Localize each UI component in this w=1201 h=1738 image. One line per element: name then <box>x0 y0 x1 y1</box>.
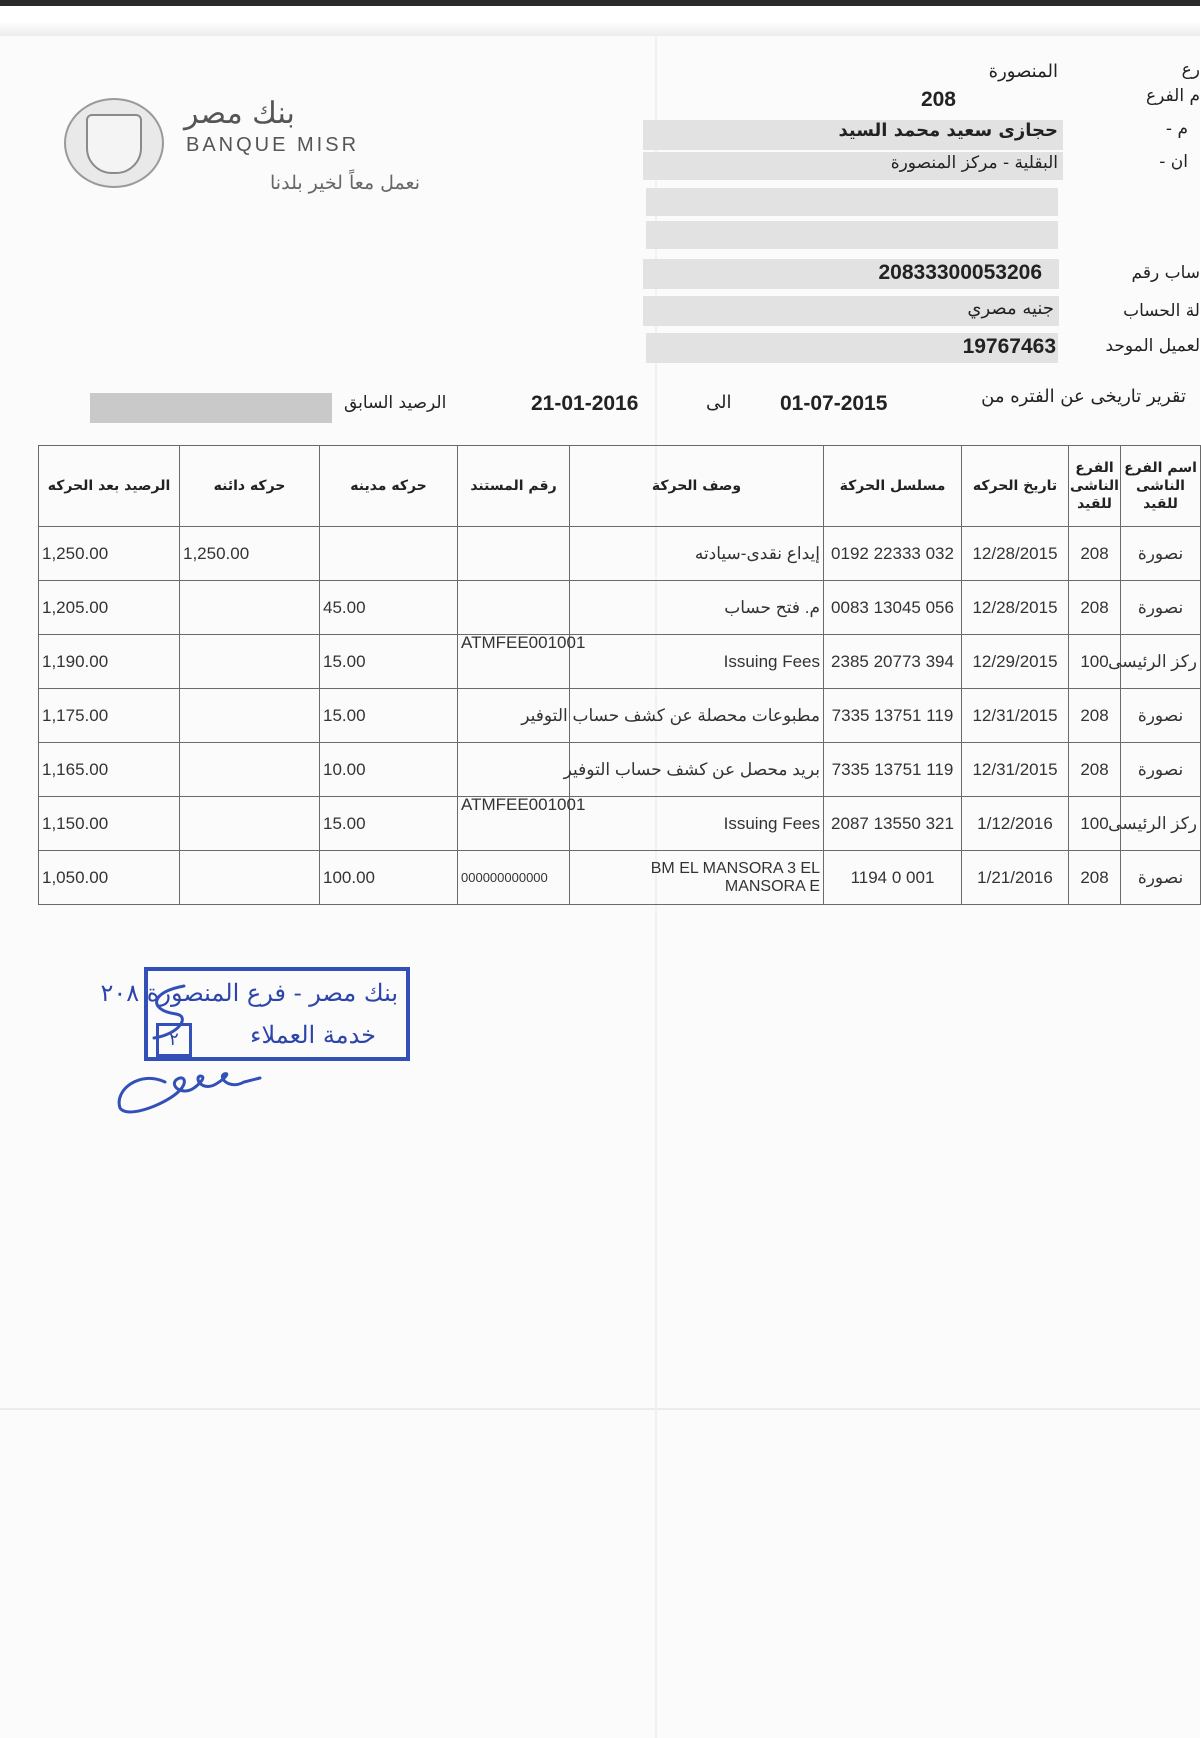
branch-no-label: م الفرع <box>1146 86 1200 106</box>
cell-credit <box>180 581 320 635</box>
address-label: ان - <box>1159 152 1188 172</box>
cell-balance: 1,050.00 <box>39 851 180 905</box>
cell-doc-no: 000000000000 <box>458 851 570 905</box>
cell-doc-no <box>458 527 570 581</box>
cell-description: BM EL MANSORA 3 EL MANSORA E <box>570 851 824 905</box>
col-date: تاريخ الحركه <box>962 446 1069 527</box>
col-debit: حركه مدينه <box>320 446 458 527</box>
cell-balance: 1,190.00 <box>39 635 180 689</box>
customer-id-value: 19767463 <box>962 335 1056 358</box>
col-branch-name: اسم الفرع الناشى للقيد <box>1121 446 1201 527</box>
cell-branch-no: 208 <box>1069 851 1121 905</box>
cell-branch-name: نصورة <box>1121 581 1201 635</box>
cell-branch-name: نصورة <box>1121 527 1201 581</box>
cell-description: بريد محصل عن كشف حساب التوفير <box>570 743 824 797</box>
cell-branch-name: نصورة <box>1121 689 1201 743</box>
cell-doc-no: ATMFEE001001 <box>458 797 570 851</box>
stamp-line-2: خدمة العملاء <box>250 1021 376 1049</box>
cell-date: 12/28/2015 <box>962 527 1069 581</box>
cell-date: 1/21/2016 <box>962 851 1069 905</box>
cell-credit: 1,250.00 <box>180 527 320 581</box>
cell-serial: 0192 22333 032 <box>824 527 962 581</box>
cell-debit: 45.00 <box>320 581 458 635</box>
blank-field-shade-1 <box>646 188 1058 216</box>
cell-balance: 1,150.00 <box>39 797 180 851</box>
table-row <box>39 743 1201 797</box>
cell-doc-no <box>458 581 570 635</box>
cell-debit: 100.00 <box>320 851 458 905</box>
cell-description: Issuing Fees <box>570 635 824 689</box>
bank-name-en: BANQUE MISR <box>186 134 360 156</box>
cell-balance: 1,175.00 <box>39 689 180 743</box>
cell-branch-name: ركز الرئيسى <box>1121 797 1201 851</box>
table-row <box>39 635 1201 689</box>
cell-debit: 15.00 <box>320 635 458 689</box>
cell-doc-no <box>458 743 570 797</box>
address-value: البقلية - مركز المنصورة <box>890 153 1058 173</box>
cell-debit <box>320 527 458 581</box>
period-to-label: الى <box>706 392 732 413</box>
period-label: تقرير تاريخى عن الفتره من <box>981 386 1186 407</box>
branch-label: رع <box>1181 60 1200 80</box>
table-row <box>39 527 1201 581</box>
cell-debit: 10.00 <box>320 743 458 797</box>
paper-fold-line <box>0 1408 1200 1410</box>
cell-credit <box>180 635 320 689</box>
cell-date: 1/12/2016 <box>962 797 1069 851</box>
account-value: 20833300053206 <box>878 261 1042 284</box>
table-row <box>39 581 1201 635</box>
cell-branch-no: 208 <box>1069 581 1121 635</box>
cell-branch-no: 208 <box>1069 689 1121 743</box>
bank-name-ar: بنك مصر <box>184 96 295 131</box>
stamp-line-1: بنك مصر - فرع المنصورة ٢٠٨ <box>100 979 398 1007</box>
period-from: 01-07-2015 <box>780 392 888 415</box>
cell-credit <box>180 851 320 905</box>
cell-serial: 1194 0 001 <box>824 851 962 905</box>
name-label: م - <box>1165 119 1188 139</box>
currency-value: جنيه مصري <box>967 298 1054 319</box>
cell-date: 12/28/2015 <box>962 581 1069 635</box>
cell-date: 12/31/2015 <box>962 689 1069 743</box>
cell-description: مطبوعات محصلة عن كشف حساب التوفير <box>570 689 824 743</box>
cell-balance: 1,205.00 <box>39 581 180 635</box>
handwritten-signature <box>110 1062 280 1122</box>
cell-balance: 1,165.00 <box>39 743 180 797</box>
account-label: ساب رقم <box>1131 263 1200 283</box>
branch-no-value: 208 <box>920 88 956 111</box>
col-branch-no: الفرع الناشى للقيد <box>1069 446 1121 527</box>
cell-serial: 7335 13751 119 <box>824 689 962 743</box>
currency-label: لة الحساب <box>1123 301 1200 321</box>
table-row <box>39 851 1201 905</box>
prev-balance-label: الرصيد السابق <box>344 393 447 413</box>
blank-field-shade-2 <box>646 221 1058 249</box>
scan-top-border <box>0 0 1200 6</box>
cell-serial: 7335 13751 119 <box>824 743 962 797</box>
table-header-row <box>39 446 1201 527</box>
prev-balance-shade <box>90 393 332 423</box>
cell-serial: 0083 13045 056 <box>824 581 962 635</box>
cell-debit: 15.00 <box>320 797 458 851</box>
cell-description: Issuing Fees <box>570 797 824 851</box>
cell-debit: 15.00 <box>320 689 458 743</box>
col-doc-no: رقم المستند <box>458 446 570 527</box>
stamp-number: ٢ <box>156 1023 192 1057</box>
cell-credit <box>180 743 320 797</box>
name-value: حجازى سعيد محمد السيد <box>838 120 1058 141</box>
cell-serial: 2385 20773 394 <box>824 635 962 689</box>
cell-serial: 2087 13550 321 <box>824 797 962 851</box>
customer-id-label: لعميل الموحد <box>1105 336 1200 356</box>
cell-description: م. فتح حساب <box>570 581 824 635</box>
cell-branch-name: ركز الرئيسى <box>1121 635 1201 689</box>
transactions-table <box>38 445 1201 905</box>
col-serial: مسلسل الحركة <box>824 446 962 527</box>
cell-description: إيداع نقدى-سيادته <box>570 527 824 581</box>
cell-branch-no: 100 <box>1069 635 1121 689</box>
cell-branch-name: نصورة <box>1121 851 1201 905</box>
cell-date: 12/31/2015 <box>962 743 1069 797</box>
bank-logo <box>60 90 420 200</box>
cell-branch-no: 208 <box>1069 743 1121 797</box>
col-description: وصف الحركة <box>570 446 824 527</box>
cell-date: 12/29/2015 <box>962 635 1069 689</box>
table-row <box>39 689 1201 743</box>
col-credit: حركه دائنه <box>180 446 320 527</box>
bank-slogan: نعمل معاً لخير بلدنا <box>270 172 420 194</box>
cell-branch-no: 100 <box>1069 797 1121 851</box>
cell-balance: 1,250.00 <box>39 527 180 581</box>
cell-credit <box>180 797 320 851</box>
cell-branch-name: نصورة <box>1121 743 1201 797</box>
cell-doc-no: ATMFEE001001 <box>458 635 570 689</box>
signature-scribble <box>140 980 200 1050</box>
cell-branch-no: 208 <box>1069 527 1121 581</box>
table-row <box>39 797 1201 851</box>
col-balance: الرصيد بعد الحركه <box>39 446 180 527</box>
branch-value: المنصورة <box>988 61 1058 82</box>
cell-credit <box>180 689 320 743</box>
period-to: 21-01-2016 <box>531 392 639 415</box>
